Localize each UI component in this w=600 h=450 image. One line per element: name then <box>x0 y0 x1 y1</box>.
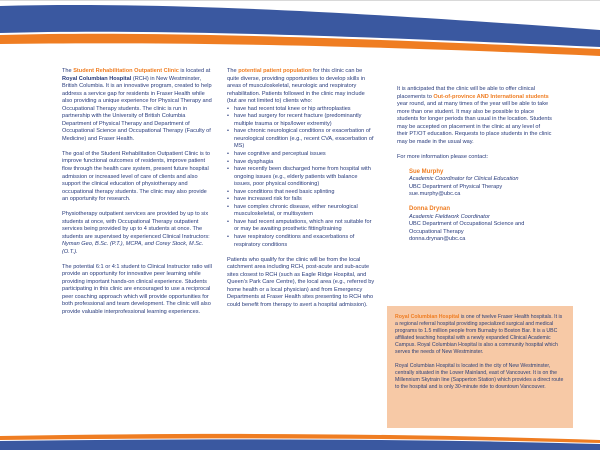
patient-population-paragraph: The potential patient population for this clinic can be quite diverse, providing opportunities to develop skills in areas of musculoskeletal, neurologic and respiratory rehabilitation. Patients followed in the clinic may include (but are not limited to) clients who: <box>227 68 366 105</box>
list-item: • have respiratory conditions and exacerbations of respiratory conditions <box>227 234 375 249</box>
hospital-info-paragraph: Royal Columbian Hospital is one of twelve Fraser Health hospitals. It is a regional referral hospital providing specialized surgical and medical programs to 1.5 million people from Burnaby to Boston Bar. It is a UBC affiliated teaching hospital with a newly expanded Clinical Academic Campus. Royal Columbian Hospital is also a community hospital which serves the needs of New Westminster. <box>395 314 563 356</box>
contact-email[interactable]: sue.murphy@ubc.ca <box>409 191 461 198</box>
list-item: • have dysphagia <box>227 159 375 167</box>
list-item: • have had recent amputations, which are not suitable for or may be awaiting prosthetic fitting/training <box>227 219 375 234</box>
list-item: • have chronic neurological conditions or exacerbation of neurological condition (e.g., recent CVA, exacerbation of MS) <box>227 128 375 151</box>
clinic-goal-paragraph: The goal of the Student Rehabilitation Outpatient Clinic is to improve functional outcomes of residents, improve patient flow through the health care system, present future hospital admission or increased level of care of clients and also support the clinical education of physiotherapy and occupational therapy students. The clinic may also provide an opportunity for research. <box>62 150 211 203</box>
contact-org: UBC Department of Physical Therapy <box>409 183 503 190</box>
contact-name: Sue Murphy <box>409 168 444 175</box>
list-item: • have conditions that need basic splinting <box>227 189 375 197</box>
contact-org: UBC Department of Occupational Science and Occupational Therapy <box>409 221 525 235</box>
list-item: • have cognitive and perceptual issues <box>227 151 375 159</box>
contact-role: Academic Fieldwork Coordinator <box>409 213 490 220</box>
list-item: • have had recent total knee or hip arthroplasties <box>227 106 375 114</box>
list-item: • have recently been discharged home from hospital with ongoing issues (e.g., elderly patients with balance issues, poor physical conditioning) <box>227 166 375 189</box>
patient-population-heading: potential patient population <box>238 68 312 74</box>
list-item: • have complex chronic disease, either neurological musculoskeletal, or multisystem <box>227 204 375 219</box>
contact-email[interactable]: donna.drynan@ubc.ca <box>409 236 466 243</box>
clinic-name: Student Rehabilitation Outpatient Clinic <box>73 68 179 74</box>
clinic-intro-paragraph: The Student Rehabilitation Outpatient Clinic is located at Royal Columbian Hospital (RCH) in New Westminster, British Columbia. It is an innovative program, created to help address a service gap for residents in Fraser Health while also providing a unique experience for Physical Therapy and Occupational Therapy students. The clinic is run in partnership with the University of British Columbia Department of Physical Therapy and Department of Occupational Science and Occupational Therapy (Faculty of Medicine) and Fraser Health. <box>62 68 212 142</box>
list-item: • have had surgery for recent fracture (predominantly multiple trauma or hips/lower extremity) <box>227 113 375 128</box>
hospital-name: Royal Columbian Hospital <box>62 75 132 82</box>
hospital-info-box <box>387 306 573 428</box>
column-3 <box>397 86 552 251</box>
list-item: • have increased risk for falls <box>227 196 375 204</box>
contact-intro: For more information please contact: <box>397 153 489 160</box>
contact-sue-murphy <box>409 169 552 199</box>
services-paragraph: Physiotherapy outpatient services are provided by up to six students at once, with Occupational Therapy outpatient services being provided by up to 4 students at once. The students are supervised by experienced Clinical Instructors: Nyman Geo, B.Sc. (P.T.), MCPA, and Corey Stock, M.Sc. (O.T.). <box>62 211 210 255</box>
placement-highlight: Out-of-province AND International students <box>433 93 549 100</box>
column-1 <box>62 68 214 324</box>
contact-name: Donna Drynan <box>409 206 451 213</box>
contact-role: Academic Coordinator for Clinical Education <box>409 176 519 183</box>
placements-paragraph: It is anticipated that the clinic will be able to offer clinical placements to Out-of-province AND International students year round, and at many times of the year will be able to take more than one student. It may also be possible to place students for longer periods than usual in the location. Students may be accepted on placement in the clinic at any level of their PT/OT education. Requests to place students in the clinic may be made in the usual way. <box>397 86 552 145</box>
hospital-info-title: Royal Columbian Hospital <box>395 314 460 320</box>
bottom-blue-swoosh <box>0 439 600 450</box>
clinical-instructors: Nyman Geo, B.Sc. (P.T.), MCPA, and Corey Stock, M.Sc. (O.T.). <box>62 241 204 255</box>
column-2 <box>227 68 375 317</box>
contact-donna-drynan <box>409 206 552 244</box>
hospital-location-paragraph: Royal Columbian Hospital is located in the city of New Westminster, centrally situated in the Lower Mainland, east of Vancouver. It is on the Millennium Skytrain line (Sapperton Station) which provides a direct route to the hospital and is only 30-minute ride to downtown Vancouver. <box>395 362 564 390</box>
top-swoosh-banner <box>0 0 600 56</box>
qualify-paragraph: Patients who qualify for the clinic will be from the local catchment area including RCH, post-acute and sub-acute sites closest to RCH (such as Eagle Ridge Hospital, and Queen's Park Care Centre), the local area (e.g., referred by home health or a local physician) and from Emergency Departments at Fraser Health sites presenting to RCH who could benefit from therapy to avert a hospital admission). <box>227 256 375 308</box>
patient-criteria-list <box>227 106 375 249</box>
bottom-swoosh-banner <box>0 430 600 450</box>
ratio-paragraph: The potential 6:1 or 4:1 student to Clinical Instructor ratio will provide an opportunity for innovative peer learning while providing important hands-on clinical experience. Students participating in this clinic are encouraged to use a reciprocal peer coaching approach which will provide opportunities for both professional and team development. The clinic will also provide valuable interprofessional learning experiences. <box>62 263 212 316</box>
